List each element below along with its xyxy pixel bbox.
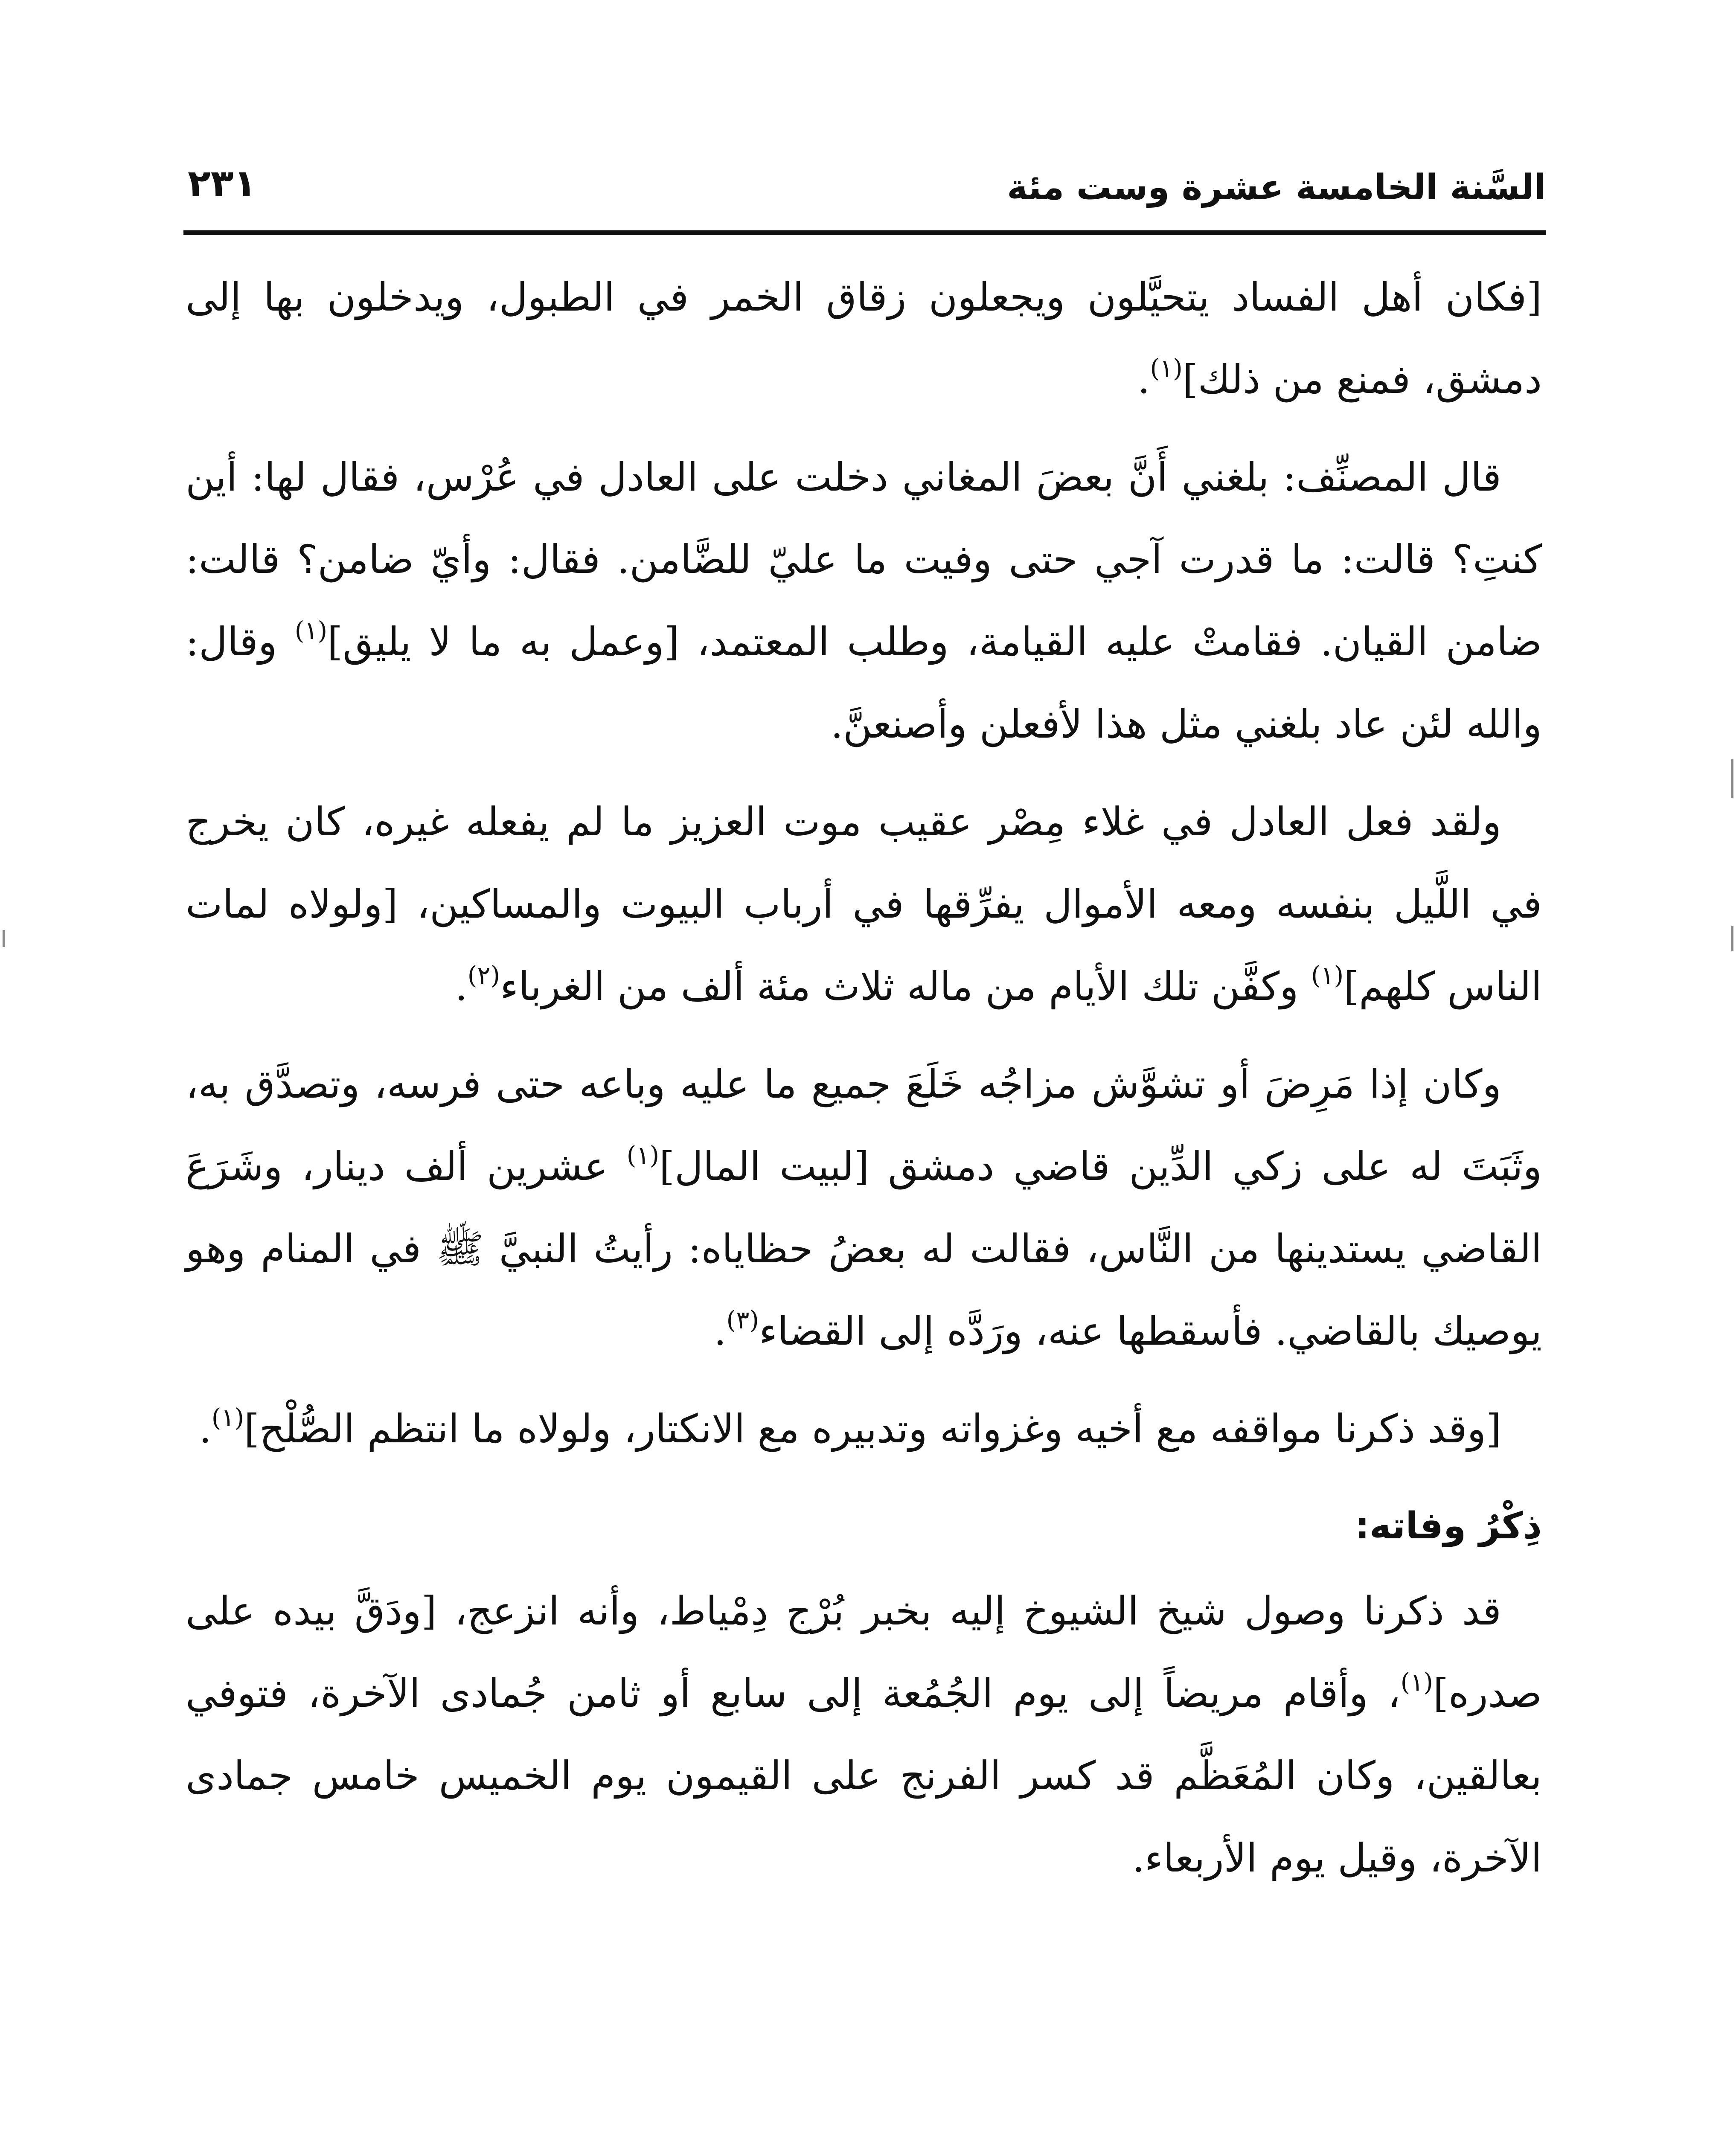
footnote-ref: (١) — [1150, 354, 1183, 383]
paragraph-tail: وكفَّن تلك الأيام من ماله ثلاث مئة ألف من الغرباء — [500, 964, 1311, 1009]
paragraph-text: قال المصنِّف: بلغني أَنَّ بعضَ المغاني دخلت على العادل في عُرْس، فقال لها: أين كنتِ؟ قالت: ما قدرت آجي حتى وفيت ما عليّ للضَّامن. فقال: وأيّ ضامن؟ قالت: ضامن القيان. فقامتْ عليه القيامة، وطلب المعتمد، [وعمل به ما لا يليق] — [186, 454, 1542, 665]
paragraph-tail: وقال: والله لئن عاد بلغني مثل هذا لأفعلن وأصنعنَّ. — [186, 619, 1542, 747]
paragraph-text: [وقد ذكرنا مواقفه مع أخيه وغزواته وتدبيره مع الانكتار، ولولاه ما انتظم الصُّلْح] — [244, 1406, 1501, 1452]
section-heading: ذِكْرُ وفاته: — [1355, 1505, 1542, 1547]
paragraph-4 — [186, 1043, 1542, 1372]
paragraph-2 — [186, 436, 1542, 765]
paragraph-tail: عشرين ألف دينار، وشَرَعَ القاضي يستدينها من النَّاس، فقالت له بعضُ حظاياه: رأيتُ النبيَّ ﷺ في المنام وهو يوصيك بالقاضي. فأسقطها عنه، ورَدَّه إلى القضاء — [186, 1144, 1542, 1354]
paragraph-tail: . — [199, 1406, 212, 1452]
footnote-ref: (٣) — [726, 1305, 759, 1334]
paragraph-1 — [186, 256, 1542, 421]
paragraph-tail: . — [455, 964, 468, 1009]
header-rule — [183, 230, 1546, 235]
main-text — [186, 256, 1542, 1915]
paragraph-text: وكان إذا مَرِضَ أو تشوَّش مزاجُه خَلَعَ جميع ما عليه وباعه حتى فرسه، وتصدَّق به، وثَبَتَ له على زكي الدِّين قاضي دمشق [لبيت المال] — [186, 1061, 1542, 1189]
footnote-ref: (١) — [1311, 961, 1344, 990]
paragraph-5 — [186, 1388, 1542, 1470]
page-number: ٢٣١ — [188, 161, 257, 205]
paragraph-tail: . — [714, 1308, 727, 1354]
footnote-ref: (١) — [211, 1403, 244, 1432]
paragraph-tail: . — [1137, 357, 1150, 402]
paragraph-3 — [186, 781, 1542, 1028]
footnote-ref: (٢) — [467, 961, 500, 990]
paragraph-tail: ، وأقام مريضاً إلى يوم الجُمُعة إلى سابع أو ثامن جُمادى الآخرة، فتوفي بعالقين، وكان المُعَظَّم قد كسر الفرنج على القيمون يوم الخميس خامس جمادى الآخرة، وقيل يوم الأربعاء. — [186, 1671, 1542, 1881]
scan-margin-mark — [3, 930, 5, 947]
footnote-ref: (١) — [294, 616, 328, 645]
scan-margin-mark — [1731, 759, 1733, 798]
paragraph-text: قد ذكرنا وصول شيخ الشيوخ إليه بخبر بُرْج دِمْياط، وأنه انزعج، [ودَقَّ بيده على صدره] — [186, 1588, 1542, 1716]
footnote-ref: (١) — [1400, 1668, 1434, 1697]
paragraph-6 — [186, 1570, 1542, 1899]
paragraph-text: ولقد فعل العادل في غلاء مِصْر عقيب موت العزيز ما لم يفعله غيره، كان يخرج في اللَّيل بنفسه ومعه الأموال يفرِّقها في أرباب البيوت والمساكين، [ولولاه لمات الناس كلهم] — [186, 799, 1542, 1009]
running-title: السَّنة الخامسة عشرة وست مئة — [1007, 167, 1546, 208]
footnote-ref: (١) — [626, 1141, 660, 1170]
scan-margin-mark — [1731, 926, 1733, 951]
paragraph-text: [فكان أهل الفساد يتحيَّلون ويجعلون زقاق الخمر في الطبول، ويدخلون بها إلى دمشق، فمنع من ذلك] — [186, 274, 1542, 402]
